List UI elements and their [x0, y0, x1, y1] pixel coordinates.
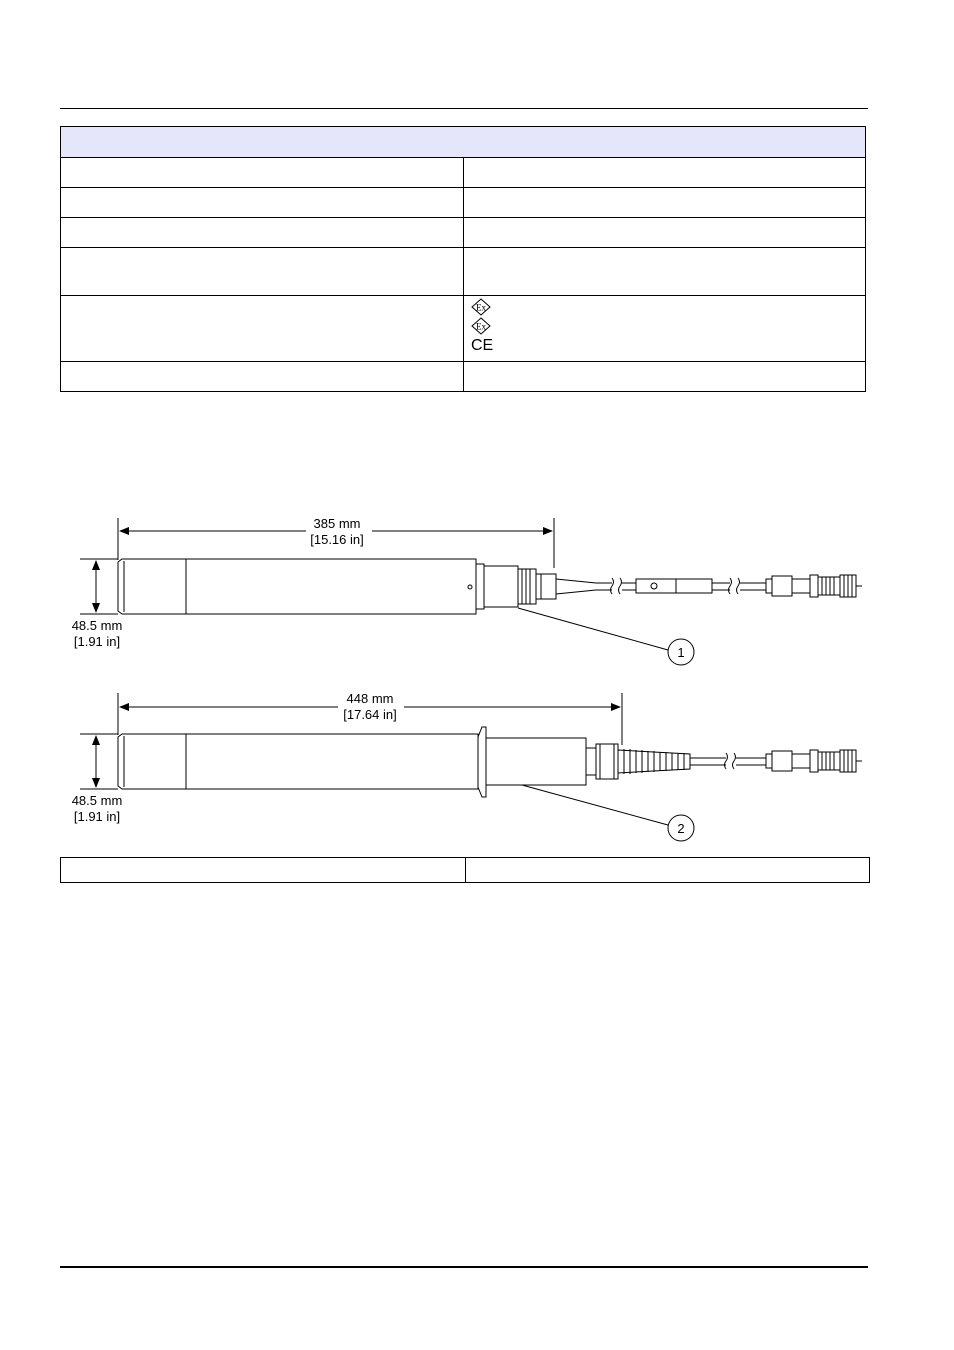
- table-row: [61, 858, 870, 883]
- top-length-mm: 385 mm: [313, 516, 361, 531]
- legend-table: [60, 857, 870, 883]
- svg-text:Ex: Ex: [475, 321, 486, 332]
- bottom-length-mm: 448 mm: [346, 691, 394, 706]
- callout-1: 1: [677, 645, 685, 660]
- bottom-diameter-mm: 48.5 mm: [71, 793, 123, 808]
- svg-text:CE: CE: [470, 337, 493, 352]
- callout-2: 2: [677, 821, 685, 836]
- bottom-diameter-in: [1.91 in]: [73, 809, 121, 824]
- top-diameter-in: [1.91 in]: [73, 634, 121, 649]
- sensor-drawing-top: [80, 516, 862, 665]
- top-diameter-mm: 48.5 mm: [71, 618, 123, 633]
- sensor-drawing-bottom: [80, 691, 862, 841]
- bottom-length-in: [17.64 in]: [343, 707, 397, 722]
- svg-text:Ex: Ex: [475, 302, 486, 313]
- footer-rule: [60, 1266, 868, 1268]
- top-length-in: [15.16 in]: [310, 532, 364, 547]
